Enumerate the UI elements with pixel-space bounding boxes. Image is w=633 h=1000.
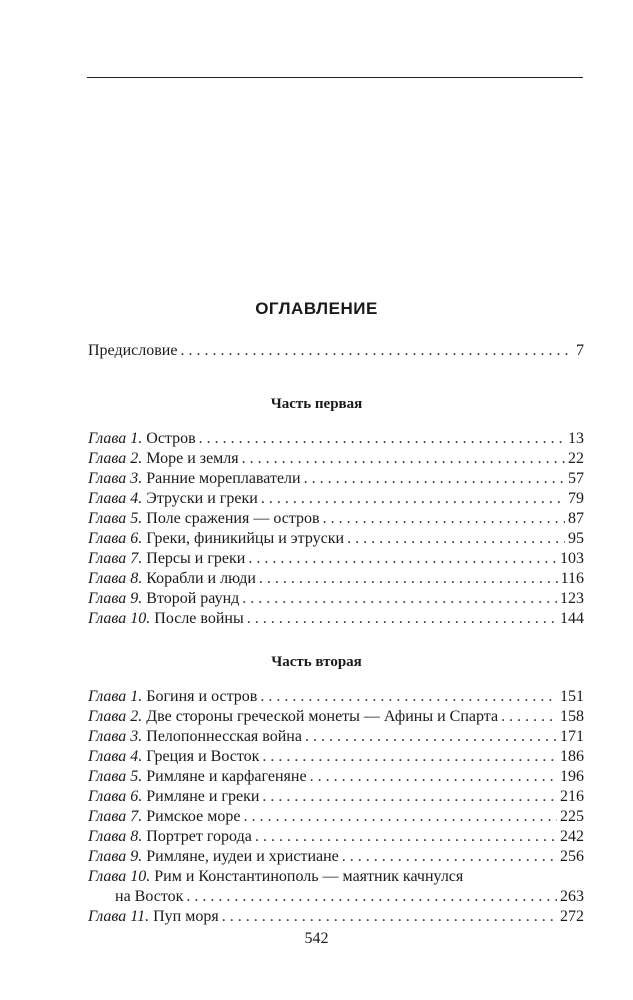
toc-entry-preface [88, 341, 584, 361]
toc-entry [88, 509, 584, 529]
toc-leader-dots [260, 687, 557, 707]
toc-leader-dots [255, 827, 557, 847]
toc-page-number: 171 [560, 728, 584, 745]
toc-entry [88, 767, 584, 787]
chapter-label: Глава 10. [88, 610, 151, 627]
toc-page-number: 272 [560, 908, 584, 925]
toc-leader-dots [304, 469, 565, 489]
toc-entry [88, 747, 584, 767]
toc-leader-dots [342, 847, 557, 867]
toc-entry-first-line [88, 867, 584, 887]
chapter-label: Глава 4. [88, 490, 143, 507]
chapter-label: Глава 10. [88, 868, 151, 885]
chapter-title: Римляне, иудеи и христиане [146, 848, 339, 865]
chapter-title: Две стороны греческой монеты — Афины и Спарта [146, 708, 499, 725]
chapter-label: Глава 1. [88, 688, 143, 705]
toc-page-number: 57 [568, 470, 584, 487]
chapter-label: Глава 2. [88, 708, 143, 725]
toc-leader-dots [347, 529, 565, 549]
toc-page-number: 196 [560, 768, 584, 785]
chapter-label: Глава 4. [88, 748, 143, 765]
chapter-label: Глава 6. [88, 530, 143, 547]
toc-page-number: 256 [560, 848, 584, 865]
chapter-title: Ранние мореплаватели [146, 470, 301, 487]
toc-page-number: 225 [560, 808, 584, 825]
toc-page-number: 103 [560, 550, 584, 567]
toc-page-number: 87 [568, 510, 584, 527]
toc-page-number: 144 [560, 610, 584, 627]
toc-page-number: 158 [560, 708, 584, 725]
toc-page-number: 7 [576, 342, 584, 359]
toc-leader-dots [180, 341, 573, 361]
chapter-title: Пелопоннесская война [146, 728, 302, 745]
chapter-label: Глава 8. [88, 570, 143, 587]
chapter-label: Глава 1. [88, 430, 143, 447]
toc-leader-dots [186, 887, 557, 907]
toc-page-number: 79 [568, 490, 584, 507]
chapter-title: Корабли и люди [146, 570, 256, 587]
chapter-title: Второй раунд [146, 590, 240, 607]
toc-leader-dots [323, 509, 565, 529]
toc-entry [88, 609, 584, 629]
chapter-title: Римляне и карфагеняне [146, 768, 307, 785]
toc-page-number: 13 [568, 430, 584, 447]
chapter-title-continuation: на Восток [115, 888, 184, 905]
toc-entry [88, 449, 584, 469]
chapter-label: Глава 6. [88, 788, 143, 805]
chapter-label: Глава 7. [88, 808, 143, 825]
toc-entry [88, 469, 584, 489]
toc-page-number: 95 [568, 530, 584, 547]
toc-leader-dots [243, 807, 557, 827]
chapter-title: Греция и Восток [146, 748, 260, 765]
chapter-title: Греки, финикийцы и этруски [146, 530, 345, 547]
chapter-label: Глава 11. [88, 908, 150, 925]
toc-entry [88, 727, 584, 747]
chapter-label: Глава 3. [88, 470, 143, 487]
toc-entry [88, 907, 584, 927]
chapter-label: Глава 9. [88, 848, 143, 865]
toc-page-number: 116 [560, 570, 584, 587]
toc-leader-dots [310, 767, 557, 787]
toc-leader-dots [262, 747, 557, 767]
toc-leader-dots [259, 569, 558, 589]
chapter-label: Глава 5. [88, 768, 143, 785]
part-title: Часть первая [270, 396, 363, 412]
toc-leader-dots [242, 449, 565, 469]
toc-leader-dots [305, 727, 557, 747]
chapter-title: Остров [146, 430, 196, 447]
toc-entry [88, 827, 584, 847]
chapter-title: Богиня и остров [146, 688, 258, 705]
chapter-title: Рим и Константинополь — маятник качнулся [154, 868, 464, 885]
toc-entry [88, 787, 584, 807]
chapter-label: Глава 3. [88, 728, 143, 745]
chapter-title: После войны [154, 610, 244, 627]
toc-entry [88, 687, 584, 707]
chapter-title: Персы и греки [146, 550, 246, 567]
toc-leader-dots [501, 707, 557, 727]
chapter-label: Глава 8. [88, 828, 143, 845]
toc-entry [88, 847, 584, 867]
chapter-title: Римляне и греки [146, 788, 260, 805]
toc-entry [88, 529, 584, 549]
toc-page-number: 216 [560, 788, 584, 805]
toc-page-number: 263 [560, 888, 584, 905]
chapter-label: Глава 9. [88, 590, 143, 607]
chapter-title: Римское море [146, 808, 241, 825]
toc-leader-dots [261, 489, 565, 509]
toc-entry [88, 807, 584, 827]
toc-entry [88, 569, 584, 589]
chapter-title: Поле сражения — остров [146, 510, 320, 527]
toc-entry [88, 429, 584, 449]
chapter-title: Море и земля [146, 450, 239, 467]
toc-leader-dots [222, 907, 557, 927]
part-title: Часть вторая [271, 654, 362, 670]
toc-leader-dots [247, 609, 557, 629]
page-number: 542 [304, 930, 329, 947]
chapter-title: Этруски и греки [146, 490, 258, 507]
chapter-label: Глава 2. [88, 450, 143, 467]
toc-leader-dots [262, 787, 557, 807]
toc-page-number: 123 [560, 590, 584, 607]
toc-entry-title: Предисловие [88, 342, 178, 359]
chapter-label: Глава 5. [88, 510, 143, 527]
toc-leader-dots [242, 589, 557, 609]
toc-entry [88, 549, 584, 569]
toc-page-number: 151 [560, 688, 584, 705]
toc-leader-dots [199, 429, 565, 449]
toc-entry [88, 589, 584, 609]
toc-page-number: 186 [560, 748, 584, 765]
chapter-title: Пуп моря [153, 908, 219, 925]
toc-entry [88, 489, 584, 509]
chapter-label: Глава 7. [88, 550, 143, 567]
toc-entry [88, 707, 584, 727]
toc-entry-continuation [115, 887, 584, 907]
top-rule [87, 77, 583, 78]
toc-leader-dots [248, 549, 557, 569]
toc-page-number: 22 [568, 450, 584, 467]
chapter-title: Портрет города [146, 828, 252, 845]
toc-heading: ОГЛАВЛЕНИЕ [255, 299, 378, 318]
toc-page-number: 242 [560, 828, 584, 845]
